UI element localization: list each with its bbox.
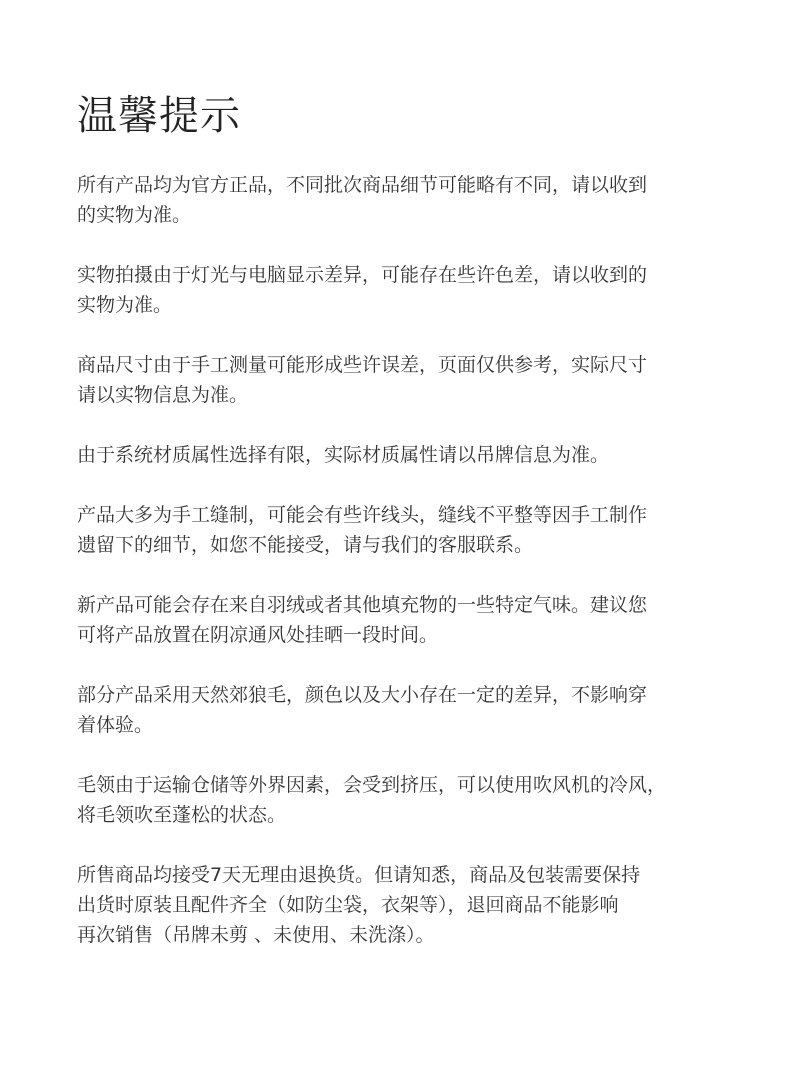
notice-item-quality: 所有产品均为官方正品，不同批次商品细节可能略有不同，请以收到 的实物为准。 (77, 174, 648, 226)
notice-item-handmade: 产品大多为手工缝制，可能会有些许线头，缝线不平整等因手工制作 遗留下的细节，如您不能接受，请与我们的客服联系。 (77, 504, 648, 556)
notice-item-size: 商品尺寸由于手工测量可能形成些许误差，页面仅供参考，实际尺寸 请以实物信息为准。 (77, 354, 648, 406)
notice-title: 温馨提示 (77, 93, 241, 139)
notice-item-coyote-fur: 部分产品采用天然郊狼毛，颜色以及大小存在一定的差异，不影响穿 着体验。 (77, 684, 648, 736)
notice-item-return-policy: 所售商品均接受7天无理由退换货。但请知悉，商品及包装需要保持 出货时原装且配件齐全（如防尘袋，衣架等），退回商品不能影响 再次销售（吊牌未剪 、未使用、未洗涤）。 (77, 864, 641, 946)
notice-item-material: 由于系统材质属性选择有限，实际材质属性请以吊牌信息为准。 (77, 444, 610, 466)
notice-item-color-difference: 实物拍摄由于灯光与电脑显示差异，可能存在些许色差，请以收到的 实物为准。 (77, 264, 648, 316)
notice-item-fur-collar: 毛领由于运输仓储等外界因素，会受到挤压，可以使用吹风机的冷风， 将毛领吹至蓬松的状态。 (77, 774, 667, 826)
notice-section (77, 92, 717, 980)
notice-list (77, 170, 717, 950)
notice-item-odor: 新产品可能会存在来自羽绒或者其他填充物的一些特定气味。建议您 可将产品放置在阴凉通风处挂晒一段时间。 (77, 594, 648, 646)
